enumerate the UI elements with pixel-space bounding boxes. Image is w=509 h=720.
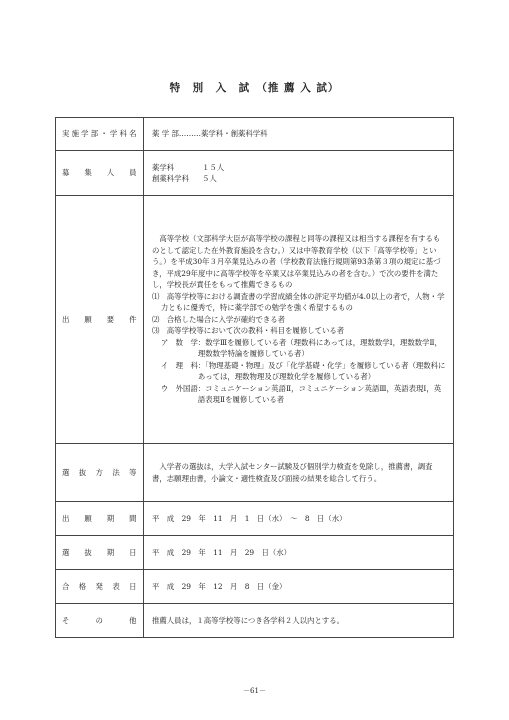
faculty-row	[56, 118, 454, 151]
capacity-row	[56, 151, 454, 196]
exam-date-value: 平 成 29 年 11 月 29 日（水）	[144, 536, 454, 570]
requirements-label: 出 願 要 件	[56, 196, 144, 444]
requirement-item: ⑵ 合格した場合に入学が確約できる者	[152, 314, 286, 324]
capacity-dept: 創薬科学科	[152, 174, 189, 183]
requirements-intro: 高等学校（文部科学大臣が高等学校の課程と同等の課程又は相当する課程を有するものとして認定した在外教育施設を含む。）又は中等教育学校（以下「高等学校等」という。）を平成30年３月卒業見込みの者（学校教育法施行規則第93条第３項の規定に基づき，平成29年度中に高等学校等を卒業又は卒業見込みの者を含む。）で次の要件を満たし，学校長が責任をもって推薦できるもの	[152, 234, 441, 290]
faculty-label: 実施学部・学科名	[56, 118, 144, 151]
subject-requirement: ア 数 学：数学Ⅲを履修している者（理数科にあっては，理数数学Ⅰ，理数数学Ⅱ，理数数学特論を履修している者）	[160, 337, 442, 359]
capacity-value	[144, 151, 454, 196]
result-date-label: 合 格 発 表 日	[56, 570, 144, 604]
selection-text: 入学者の選抜は，大学入試センター試験及び個別学力検査を免除し，推薦書，調査書，志願理由書，小論文・適性検査及び面接の結果を総合して行う。	[152, 462, 433, 483]
selection-label: 選 抜 方 法 等	[56, 444, 144, 502]
selection-value	[144, 444, 454, 502]
requirement-item: ⑶ 高等学校等において次の教科・科目を履修している者	[152, 326, 345, 336]
application-value: 平 成 29 年 11 月 1 日（水） ～ 8 日（水）	[144, 502, 454, 536]
subject-requirement: ウ 外国語：コミュニケーション英語Ⅱ，コミュニケーション英語Ⅲ，英語表現Ⅰ，英語表現Ⅱを履修している者	[160, 383, 442, 405]
page-number: －61－	[243, 687, 266, 695]
result-date-row	[56, 570, 454, 604]
capacity-count: ５人	[202, 174, 217, 183]
subject-requirement: イ 理 科：「物理基礎・物理」及び「化学基礎・化学」を履修している者（理数科にあっては，理数物理及び理数化学を履修している者）	[160, 360, 446, 382]
capacity-label: 募 集 人 員	[56, 151, 144, 196]
capacity-item	[152, 162, 447, 173]
requirement-item: ⑴ 高等学校等における調査書の学習成績全体の評定平均値が4.0以上の者で，人物・学力ともに優秀で，特に薬学部での勉学を強く希望するもの	[152, 291, 445, 313]
page-title: 特 別 入 試 （推 薦 入 試）	[169, 82, 340, 94]
faculty-value: 薬 学 部………薬学科・創薬科学科	[144, 118, 454, 151]
capacity-dept: 薬学科	[152, 162, 175, 172]
result-date-value: 平 成 29 年 12 月 8 日（金）	[144, 570, 454, 604]
admission-info-table	[55, 117, 454, 638]
exam-date-label: 選 抜 期 日	[56, 536, 144, 570]
capacity-count: １５人	[202, 162, 225, 172]
application-row	[56, 502, 454, 536]
requirements-row	[56, 196, 454, 444]
requirements-value	[144, 196, 454, 444]
application-label: 出 願 期 間	[56, 502, 144, 536]
exam-date-row	[56, 536, 454, 570]
capacity-item	[152, 173, 447, 184]
other-value: 推薦人員は，１高等学校等につき各学科２人以内とする。	[144, 604, 454, 638]
selection-row	[56, 444, 454, 502]
other-label: そ の 他	[56, 604, 144, 638]
other-row	[56, 604, 454, 638]
